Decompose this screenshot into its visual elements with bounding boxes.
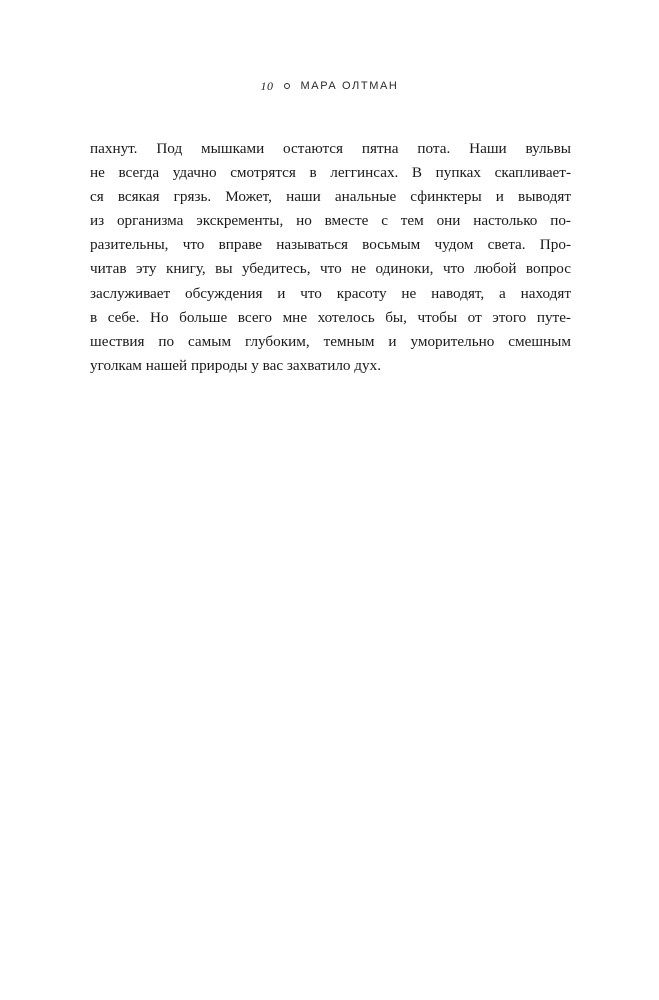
body-paragraph bbox=[90, 137, 571, 378]
text-line: читав эту книгу, вы убедитесь, что не одиноки, что любой вопрос bbox=[90, 260, 571, 278]
text-line: не всегда удачно смотрятся в леггинсах. В пупках скапливает- bbox=[90, 164, 571, 182]
circle-separator-icon bbox=[284, 83, 290, 89]
running-header-author: МАРА ОЛТМАН bbox=[300, 80, 399, 92]
text-line: из организма экскременты, но вместе с тем они настолько по- bbox=[90, 212, 571, 230]
text-line: в себе. Но больше всего мне хотелось бы, чтобы от этого путе- bbox=[90, 308, 571, 326]
text-line: шествия по самым глубоким, темным и уморительно смешным bbox=[90, 332, 571, 350]
text-line: разительны, что вправе называться восьмым чудом света. Про- bbox=[90, 236, 571, 254]
page-number: 10 bbox=[260, 78, 274, 93]
running-header bbox=[0, 76, 659, 96]
text-line: пахнут. Под мышками остаются пятна пота. Наши вульвы bbox=[90, 140, 571, 157]
text-line: ся всякая грязь. Может, наши анальные сфинктеры и выводят bbox=[90, 188, 571, 206]
text-line: заслуживает обсуждения и что красоту не наводят, а находят bbox=[90, 284, 571, 302]
text-line: уголкам нашей природы у вас захватило дух. bbox=[90, 356, 382, 374]
